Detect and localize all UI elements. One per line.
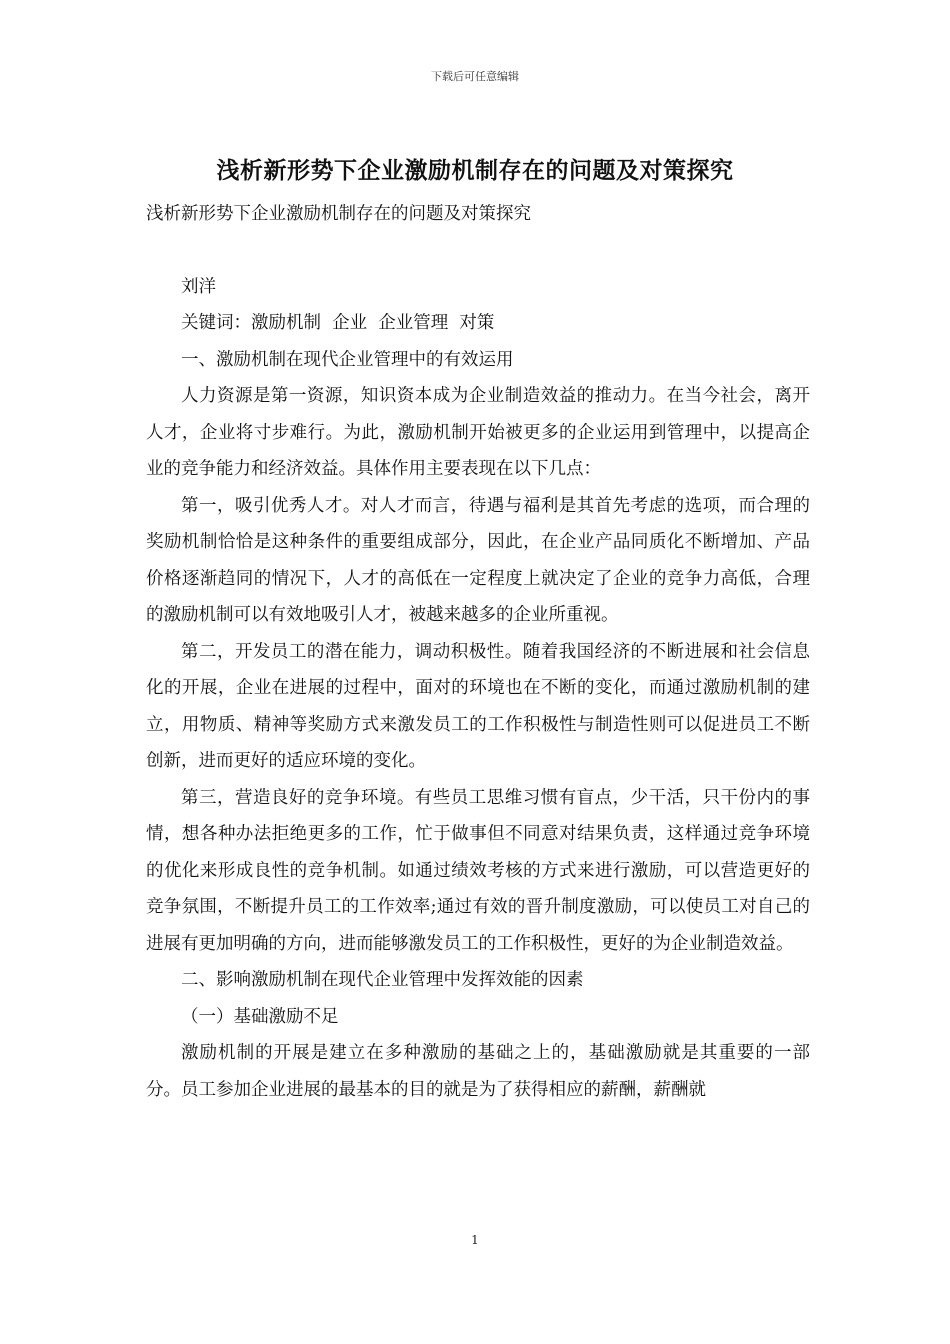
author: 刘洋 <box>181 276 216 297</box>
subtitle: 浅析新形势下企业激励机制存在的问题及对策探究 <box>146 204 531 224</box>
paragraph-4: 第三，营造良好的竞争环境。有些员工思维习惯有盲点，少干活，只干份内的事情，想各种办法拒绝更多的工作，忙于做事但不同意对结果负责，这样通过竞争环境的优化来形成良性的竞争机制。如通过绩效考核的方式来进行激励，可以营造更好的竞争氛围，不断提升员工的工作效率;通过有效的晋升制度激励，可以使员工对自己的进展有更加明确的方向，进而能够激发员工的工作积极性，更好的为企业制造效益。 <box>146 787 810 954</box>
header-note: 下载后可任意编辑 <box>431 70 519 83</box>
keywords: 关键词：激励机制 企业 企业管理 对策 <box>181 313 495 333</box>
paragraph-2: 第一，吸引优秀人才。对人才而言，待遇与福利是其首先考虑的选项，而合理的奖励机制恰恰是这种条件的重要组成部分，因此，在企业产品同质化不断增加、产品价格逐渐趋同的情况下，人才的高低在一定程度上就决定了企业的竞争力高低，合理的激励机制可以有效地吸引人才，被越来越多的企业所重视。 <box>146 495 810 625</box>
paragraph-1: 人力资源是第一资源，知识资本成为企业制造效益的推动力。在当今社会，离开人才，企业将寸步难行。为此，激励机制开始被更多的企业运用到管理中，以提高企业的竞争能力和经济效益。具体作用主要表现在以下几点： <box>146 386 810 479</box>
paragraph-3: 第二，开发员工的潜在能力，调动积极性。随着我国经济的不断进展和社会信息化的开展，企业在进展的过程中，面对的环境也在不断的变化，而通过激励机制的建立，用物质、精神等奖励方式来激发员工的工作积极性与制造性则可以促进员工不断创新，进而更好的适应环境的变化。 <box>146 641 810 771</box>
document-title: 浅析新形势下企业激励机制存在的问题及对策探究 <box>216 157 734 184</box>
section-heading-2: 二、影响激励机制在现代企业管理中发挥效能的因素 <box>181 970 584 990</box>
document-body <box>146 196 810 1108</box>
section-heading-1: 一、激励机制在现代企业管理中的有效运用 <box>181 349 514 370</box>
page-number: 1 <box>471 1233 479 1247</box>
paragraph-5: 激励机制的开展是建立在多种激励的基础之上的，基础激励就是其重要的一部分。员工参加企业进展的最基本的目的就是为了获得相应的薪酬，薪酬就 <box>146 1043 810 1100</box>
subsection-heading-1: （一）基础激励不足 <box>181 1006 339 1027</box>
spacer <box>146 233 810 269</box>
